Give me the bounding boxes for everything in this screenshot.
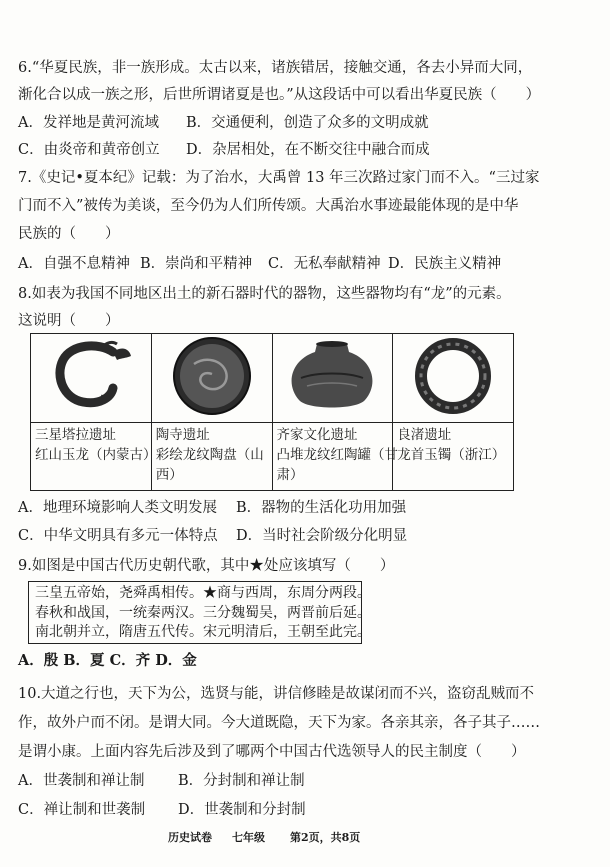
dynasty-song-line: 南北朝并立，隋唐五代传。宋元明清后，王朝至此完。: [35, 624, 371, 640]
q8-option-b[interactable]: B．器物的生活化功用加强: [236, 500, 407, 516]
q10-stem-line2: 作，故外户而不闭。是谓大同。今大道既隐，天下为家。各亲其亲，各子其子……: [18, 715, 540, 731]
artifact-caption-2: 陶寺遗址 彩绘龙纹陶盘（山 西）: [151, 423, 272, 491]
dynasty-song-line: 春秋和战国，一统秦两汉。三分魏蜀吴，两晋前后延。: [35, 604, 371, 621]
pottery-plate-icon: [162, 334, 262, 418]
q10-option-a[interactable]: A．世袭制和禅让制: [18, 773, 145, 789]
q9-options[interactable]: A．殷 B．夏 C．齐 D．金: [18, 652, 197, 669]
artifact-image-red-pottery-jar: [272, 334, 393, 423]
q8-stem-line2: 这说明（ ）: [18, 313, 120, 329]
q7-stem-line1: 7.《史记•夏本纪》记载：为了治水，大禹曾 13 年三次路过家门而不入。“三过家: [18, 170, 540, 186]
artifact-image-jade-bracelet: [393, 334, 514, 423]
q7-option-d[interactable]: D．民族主义精神: [388, 256, 502, 272]
q10-option-d[interactable]: D．世袭制和分封制: [178, 802, 306, 818]
q6-stem-line1: 6.“华夏民族，非一族形成。太古以来，诸族错居，接触交通，各去小异而大同，: [18, 60, 533, 76]
artifact-caption-1: 三星塔拉遗址 红山玉龙（内蒙古）: [31, 423, 152, 491]
artifact-caption-4: 良渚遗址 龙首玉镯（浙江）: [393, 423, 514, 491]
dynasty-song-box: [28, 581, 371, 644]
artifact-caption-3: 齐家文化遗址 凸堆龙纹红陶罐（甘 肃）: [272, 423, 393, 491]
footer-page-number: 第2页，共8页: [290, 831, 361, 844]
q6-option-d[interactable]: D．杂居相处，在不断交往中融合而成: [186, 142, 430, 158]
q7-stem-line3: 民族的（ ）: [18, 226, 120, 242]
q6-option-b[interactable]: B．交通便利，创造了众多的文明成就: [186, 115, 429, 131]
q7-option-b[interactable]: B．崇尚和平精神: [140, 256, 253, 272]
q8-option-a[interactable]: A．地理环境影响人类文明发展: [18, 500, 217, 516]
q7-stem-line2: 门而不入”被传为美谈，至今仍为人们所传颂。大禹治水事迹最能体现的是中华: [18, 198, 519, 214]
artifact-table: [30, 333, 514, 491]
jade-dragon-icon: [41, 336, 141, 416]
q8-option-c[interactable]: C．中华文明具有多元一体特点: [18, 528, 218, 544]
q7-option-a[interactable]: A．自强不息精神: [18, 256, 130, 272]
q7-option-c[interactable]: C．无私奉献精神: [268, 256, 381, 272]
footer-grade: 七年级: [232, 831, 265, 844]
artifact-image-jade-dragon: [31, 334, 152, 423]
q10-option-b[interactable]: B．分封制和禅让制: [178, 773, 305, 789]
q6-option-c[interactable]: C．由炎帝和黄帝创立: [18, 142, 160, 158]
q10-stem-line1: 10.大道之行也，天下为公，选贤与能，讲信修睦是故谋闭而不兴，盗窃乱贼而不: [18, 686, 535, 702]
dynasty-song-line: 三皇五帝始，尧舜禹相传。★商与西周，东周分两段。: [35, 585, 371, 601]
q6-option-a[interactable]: A．发祥地是黄河流域: [18, 115, 159, 131]
q10-stem-line3: 是谓小康。上面内容先后涉及到了哪两个中国古代选领导人的民主制度（ ）: [18, 744, 526, 760]
pottery-jar-icon: [277, 334, 387, 418]
q10-option-c[interactable]: C．禅让制和世袭制: [18, 802, 146, 818]
jade-bracelet-icon: [408, 334, 498, 418]
q9-stem: 9.如图是中国古代历史朝代歌，其中★处应该填写（ ）: [18, 558, 395, 574]
artifact-image-pottery-plate: [151, 334, 272, 423]
q8-stem-line1: 8.如表为我国不同地区出土的新石器时代的器物，这些器物均有“龙”的元素。: [18, 286, 511, 302]
q8-option-d[interactable]: D．当时社会阶级分化明显: [236, 528, 408, 544]
footer-subject: 历史试卷: [168, 831, 212, 844]
q6-stem-line2: 渐化合以成一族之形，后世所谓诸夏是也。”从这段话中可以看出华夏民族（ ）: [18, 87, 541, 103]
